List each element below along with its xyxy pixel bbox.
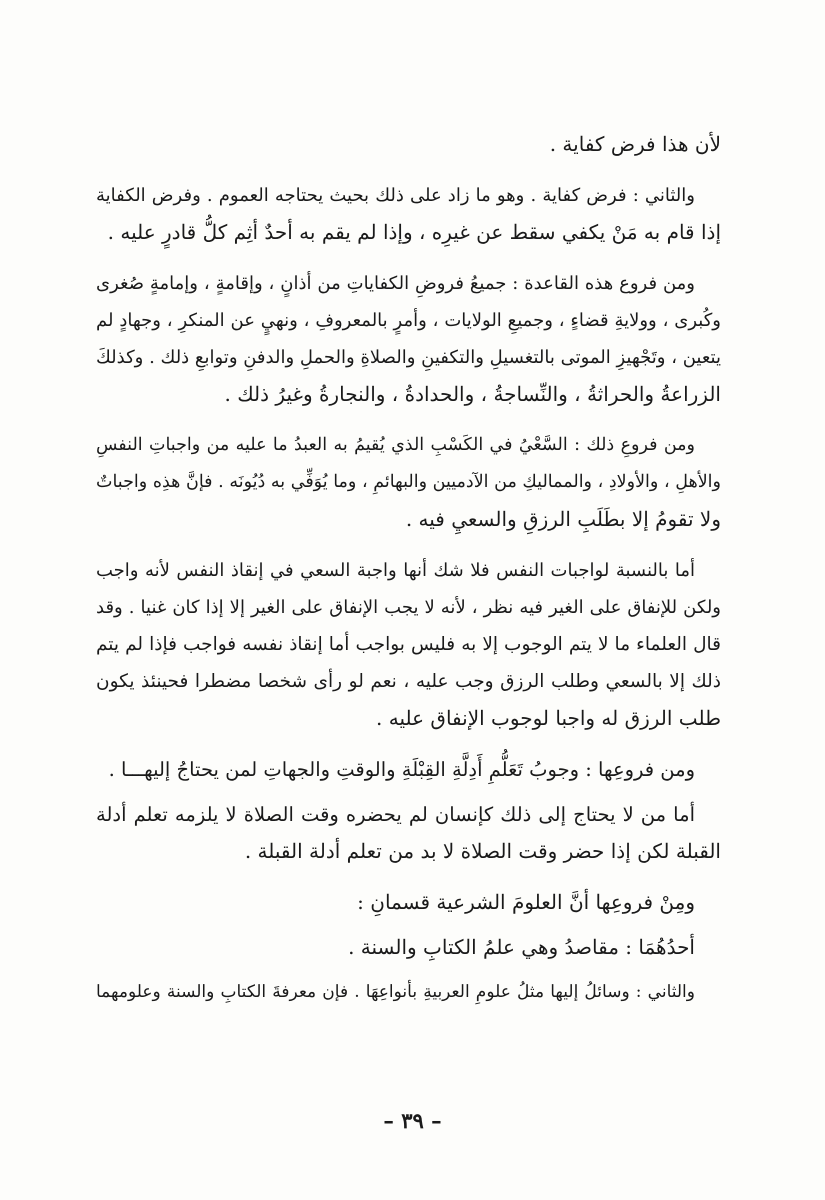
paragraph [96, 884, 721, 921]
paragraph [96, 126, 721, 163]
paragraph [96, 974, 721, 1011]
paragraph [96, 796, 721, 870]
text-line: ذلك إلا بالسعي وطلب الرزق وجب عليه ، نعم لو رأى شخصا مضطرا فحينئذ يكون [96, 671, 721, 692]
text-line: أما بالنسبة لواجبات النفس فلا شك أنها واجبة السعي في إنقاذ النفس لأنه واجب [96, 560, 696, 581]
paragraph [96, 929, 721, 966]
text-line: ومن فروعِها : وجوبُ تَعَلُّمِ أَدِلَّةِ القِبْلَةِ والوقتِ والجهاتِ لمن يحتاجُ إليهـــا . [108, 758, 695, 781]
text-line: ومن فروعِ ذلك : السَّعْيُ في الكَسْبِ الذي يُقيمُ به العبدُ ما عليه من واجباتِ النفسِ [96, 435, 695, 455]
text-line: الزراعةُ والحراثةُ ، والنِّساجةُ ، والحدادةُ ، والنجارةُ وغيرُ ذلك . [224, 382, 721, 406]
paragraph [96, 265, 721, 413]
text-line: لأن هذا فرض كفاية . [549, 132, 721, 156]
paragraph [96, 427, 721, 538]
text-line: أحدُهُمَا : مقاصدُ وهي علمُ الكتابِ والسنة . [348, 935, 695, 959]
paragraph [96, 177, 721, 251]
page-number: – ٣٩ – [383, 1108, 442, 1133]
text-line: قال العلماء ما لا يتم الوجوب إلا به فليس بواجب أما إنقاذ نفسه فواجب فإذا لم يتم [96, 634, 721, 655]
text-line: ولا تقومُ إلا بطَلَبِ الرزقِ والسعيِ فيه . [405, 507, 721, 531]
text-line: والثاني : وسائلُ إليها مثلُ علومِ العربيةِ بأنواعِهَا . فإن معرفةَ الكتابِ والسنة وعلومهما [96, 982, 695, 1002]
text-line: ومِنْ فروعِها أنَّ العلومَ الشرعية قسمانِ : [357, 890, 695, 914]
text-line: إذا قام به مَنْ يكفي سقط عن غيرِه ، وإذا لم يقم به أحدٌ أثِم كلُّ قادرٍ عليه . [107, 220, 721, 244]
text-line: والأهلِ ، والأولادِ ، والمماليكِ من الآدميين والبهائمِ ، وما يُوَفِّي به دُيُونَه . فإنَّ هذِه واجباتٌ [96, 472, 721, 492]
text-line: والثاني : فرض كفاية . وهو ما زاد على ذلك بحيث يحتاجه العموم . وفرض الكفاية [96, 185, 695, 206]
text-line: ومن فروع هذه القاعدة : جميعُ فروضِ الكفاياتِ من أذانٍ ، وإقامةٍ ، وإمامةٍ صُغرى [96, 273, 695, 294]
text-line: ولكن للإنفاق على الغير فيه نظر ، لأنه لا يجب الإنفاق على الغير إلا إذا كان غنيا . وقد [96, 597, 721, 618]
paragraph [96, 751, 721, 788]
text-line: القبلة لكن إذا حضر وقت الصلاة لا بد من تعلم أدلة القبلة . [244, 839, 721, 863]
text-line: طلب الرزق له واجبا لوجوب الإنفاق عليه . [376, 706, 721, 730]
text-line: وكُبرى ، وولايةِ قضاءٍ ، وجميعِ الولايات ، وأمرٍ بالمعروفِ ، ونهيٍ عن المنكرِ ، وجهادٍ لم [96, 310, 721, 331]
text-line: يتعين ، وتَجْهيزِ الموتى بالتغسيلِ والتكفينِ والصلاةِ والحملِ والدفنِ وتوابعِ ذلك . وكذلكَ [96, 347, 721, 368]
paragraph [96, 552, 721, 737]
text-line: أما من لا يحتاج إلى ذلك كإنسان لم يحضره وقت الصلاة لا يلزمه تعلم أدلة [96, 803, 695, 826]
